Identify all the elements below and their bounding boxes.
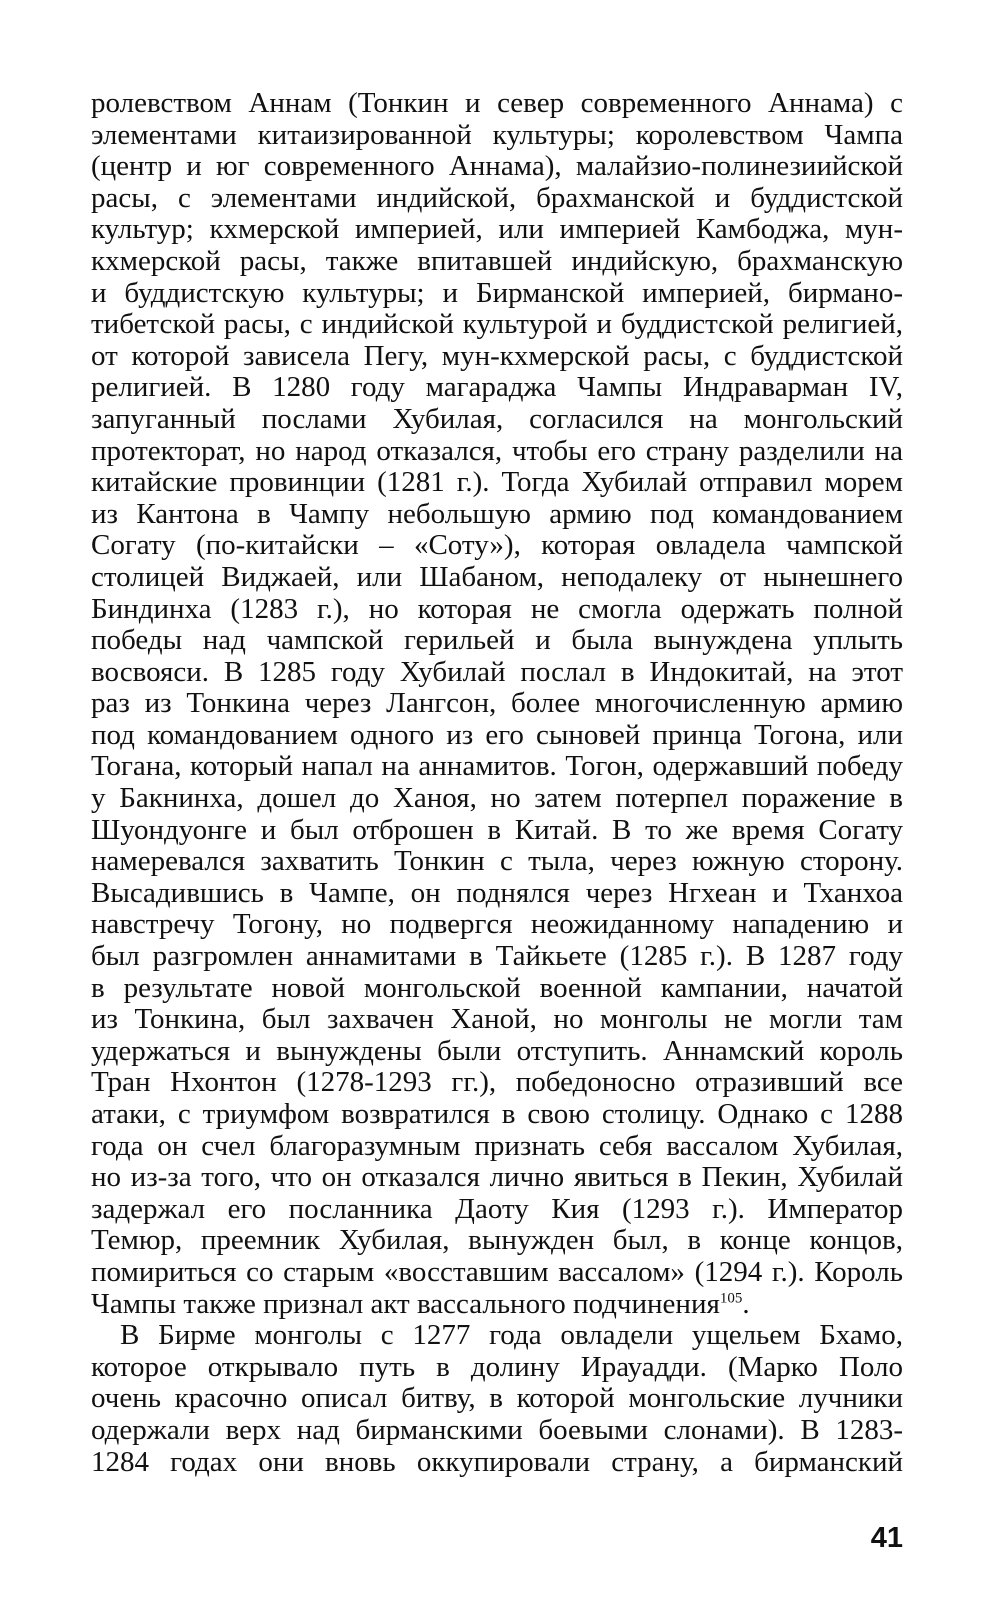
trailing-punctuation: . [742,1287,750,1320]
text-line [91,973,903,1005]
text-line-content: кхмерской расы, также впитавшей индийскую, брахманскую [91,244,903,277]
text-line-content: от которой зависела Пегу, мун-кхмерской расы, с буддистской [91,339,903,372]
text-line-content: Чампы также признал акт вассального подчинения [91,1287,720,1320]
text-line-content: Шуондуонге и был отброшен в Китай. В то же время Согату [91,813,903,846]
text-line [91,1225,903,1257]
text-line-content: Согату (по-китайски – «Соту»), которая овладела чампской [91,529,903,562]
text-line [91,467,903,499]
text-line [91,846,903,878]
text-line [91,530,903,562]
text-line-content: одержали верх над бирманскими боевыми слонами). В 1283- [91,1413,903,1446]
text-line [91,1067,903,1099]
text-line-content: 1284 годах они вновь оккупировали страну, а бирманский [91,1445,903,1478]
text-line [91,278,903,310]
text-line-content: из Кантона в Чампу небольшую армию под командованием [91,497,903,530]
text-line-content: тибетской расы, с индийской культурой и буддистской религией, [91,308,903,341]
text-line [91,1099,903,1131]
text-line-content: у Бакнинха, дошел до Ханоя, но затем потерпел поражение в [91,782,903,815]
text-line [91,246,903,278]
text-line-content: культур; кхмерской империей, или империей Камбоджа, мун- [91,213,903,246]
text-line [91,1194,903,1226]
page-body [91,88,903,1478]
text-line-content: из Тонкина, был захвачен Ханой, но монголы не могли там [91,1003,903,1036]
text-line-content: раз из Тонкина через Лангсон, более многочисленную армию [91,687,903,720]
text-line [91,815,903,847]
text-line [91,1289,903,1321]
text-line [91,878,903,910]
text-line [91,941,903,973]
text-line [91,404,903,436]
text-line [91,720,903,752]
text-line-content: года он счел благоразумным признать себя вассалом Хубилая, [91,1129,903,1162]
text-line-content: которое открывало путь в долину Ирауадди. (Марко Поло [91,1350,903,1383]
text-line-content: столицей Виджаей, или Шабаном, неподалеку от нынешнего [91,560,903,593]
text-line [91,1415,903,1447]
text-line [91,120,903,152]
text-line-content: В Бирме монголы с 1277 года овладели ущельем Бхамо, [120,1319,903,1352]
text-line-content: был разгромлен аннамитами в Тайкьете (1285 г.). В 1287 году [91,940,903,973]
text-line [91,751,903,783]
text-line [91,1131,903,1163]
text-line [91,1036,903,1068]
text-line [91,88,903,120]
text-line [91,1352,903,1384]
paragraph-2 [91,1320,903,1478]
text-line-content: ролевством Аннам (Тонкин и север современного Аннама) с [91,87,903,119]
text-line [91,625,903,657]
text-line [91,499,903,531]
text-line-content: победы над чампской герильей и была вынуждена уплыть [91,624,903,657]
text-line-content: атаки, с триумфом возвратился в свою столицу. Однако с 1288 [91,1098,903,1130]
text-line [91,1004,903,1036]
text-line-content: но из-за того, что он отказался лично явиться в Пекин, Хубилай [91,1161,903,1194]
text-line-content: очень красочно описал битву, в которой монгольские лучники [91,1382,903,1415]
text-line [91,183,903,215]
text-line-content: элементами китаизированной культуры; королевством Чампа [91,118,903,151]
text-line [91,341,903,373]
text-line [91,688,903,720]
text-line-content: помириться со старым «восставшим вассалом» (1294 г.). Король [91,1255,903,1288]
text-line [91,1257,903,1289]
text-line [91,1162,903,1194]
text-line-content: удержаться и вынуждены были отступить. Аннамский король [91,1034,903,1067]
text-line-content: расы, с элементами индийской, брахманской и буддистской [91,181,903,214]
text-line [91,1383,903,1415]
text-line [91,594,903,626]
text-line [91,1447,903,1479]
text-line [91,562,903,594]
text-line-content: Высадившись в Чампе, он поднялся через Нгхеан и Тханхоа [91,876,903,909]
text-line [91,214,903,246]
text-line-content: (центр и юг современного Аннама), малайзио-полинезиийской [91,150,903,183]
text-line-content: религией. В 1280 году магараджа Чампы Индраварман IV, [91,371,903,404]
text-line-content: под командованием одного из его сыновей принца Тогона, или [91,718,903,751]
text-line-content: китайские провинции (1281 г.). Тогда Хубилай отправил морем [91,466,903,499]
text-line [91,1320,903,1352]
text-line-content: в результате новой монгольской военной кампании, начатой [91,971,903,1004]
text-line-content: Тран Нхонтон (1278-1293 гг.), победоносно отразивший все [91,1066,903,1099]
text-line [91,783,903,815]
text-line-content: восвояси. В 1285 году Хубилай послал в Индокитай, на этот [91,655,903,688]
text-line-content: задержал его посланника Даоту Кия (1293 г.). Император [91,1192,903,1225]
text-line-content: Биндинха (1283 г.), но которая не смогла одержать полной [91,592,903,625]
text-line-content: Тогана, который напал на аннамитов. Тогон, одержавший победу [91,750,903,783]
text-line-content: протекторат, но народ отказался, чтобы его страну разделили на [91,434,903,467]
text-line [91,909,903,941]
text-line [91,309,903,341]
text-line-content: Темюр, преемник Хубилая, вынужден был, в конце концов, [91,1224,903,1257]
footnote-marker: 105 [719,1289,743,1306]
text-line [91,372,903,404]
text-line-content: намеревался захватить Тонкин с тыла, через южную сторону. [91,845,903,878]
text-line-content: навстречу Тогону, но подвергся неожиданному нападению и [91,908,903,941]
text-line [91,657,903,689]
text-line [91,151,903,183]
text-line-content: запуганный послами Хубилая, согласился на монгольский [91,402,903,435]
text-line [91,436,903,468]
paragraph-1 [91,88,903,1320]
text-line-content: и буддистскую культуры; и Бирманской империей, бирмано- [91,276,903,309]
page-number: 41 [870,1522,903,1554]
